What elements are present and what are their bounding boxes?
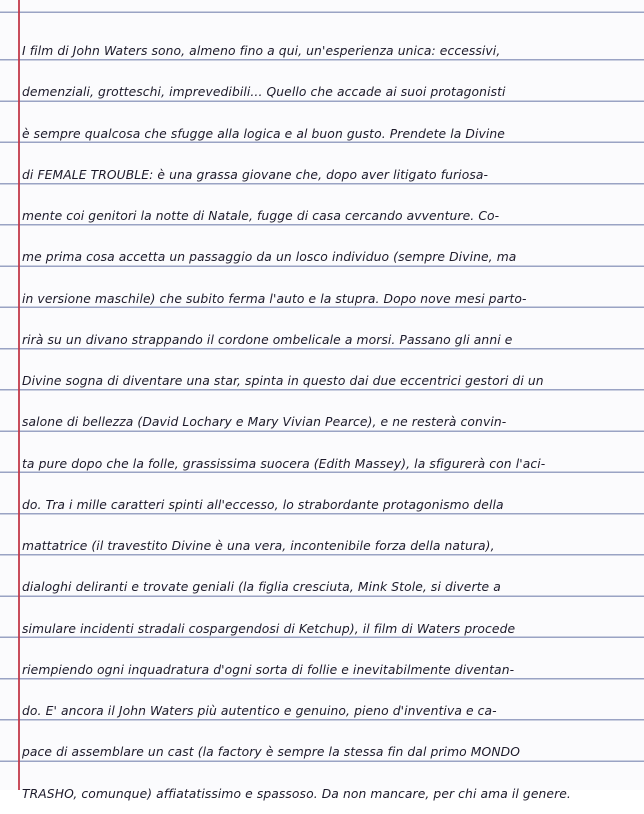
text-line: rirà su un divano strappando il cordone ombelicale a morsi. Passano gli anni e xyxy=(22,331,513,347)
text-line: TRASHO, comunque) affiatatissimo e spassoso. Da non mancare, per chi ama il genere. xyxy=(22,785,571,801)
text-line: in versione maschile) che subito ferma l'auto e la stupra. Dopo nove mesi parto- xyxy=(22,290,527,306)
text-line: do. E' ancora il John Waters più autentico e genuino, pieno d'inventiva e ca- xyxy=(22,703,497,718)
text-line: demenziali, grotteschi, imprevedibili... Quello che accade ai suoi protagonisti xyxy=(22,84,506,100)
text-line: ta pure dopo che la folle, grassissima suocera (Edith Massey), la sfigurerà con l'aci- xyxy=(22,455,546,471)
text-line: pace di assemblare un cast (la factory è sempre la stessa fin dal primo MONDO xyxy=(22,744,521,760)
text-line: di FEMALE TROUBLE: è una grassa giovane che, dopo aver litigato furiosa- xyxy=(22,166,489,182)
margin-line xyxy=(18,0,20,790)
text-line: riempiendo ogni inquadratura d'ogni sorta di follie e inevitabilmente diventan- xyxy=(22,661,515,677)
text-line: mente coi genitori la notte di Natale, fugge di casa cercando avventure. Co- xyxy=(22,208,500,223)
text-line: simulare incidenti stradali cospargendosi di Ketchup), il film di Waters procede xyxy=(22,620,516,636)
text-line: mattatrice (il travestito Divine è una vera, incontenibile forza della natura), xyxy=(22,538,495,553)
text-line: dialoghi deliranti e trovate geniali (la figlia cresciuta, Mink Stole, si diverte a xyxy=(22,579,501,595)
text-line: è sempre qualcosa che sfugge alla logica e al buon gusto. Prendete la Divine xyxy=(22,125,505,141)
text-line: salone di bellezza (David Lochary e Mary Vivian Pearce), e ne resterà convin- xyxy=(22,414,507,430)
text-line: Divine sogna di diventare una star, spinta in questo dai due eccentrici gestori di un xyxy=(22,373,544,388)
text-line: I film di John Waters sono, almeno fino a qui, un'esperienza unica: eccessivi, xyxy=(22,43,501,58)
handwritten-review xyxy=(22,30,642,814)
text-line: do. Tra i mille caratteri spinti all'eccesso, lo strabordante protagonismo della xyxy=(22,496,504,512)
text-line: me prima cosa accetta un passaggio da un losco individuo (sempre Divine, ma xyxy=(22,249,517,265)
